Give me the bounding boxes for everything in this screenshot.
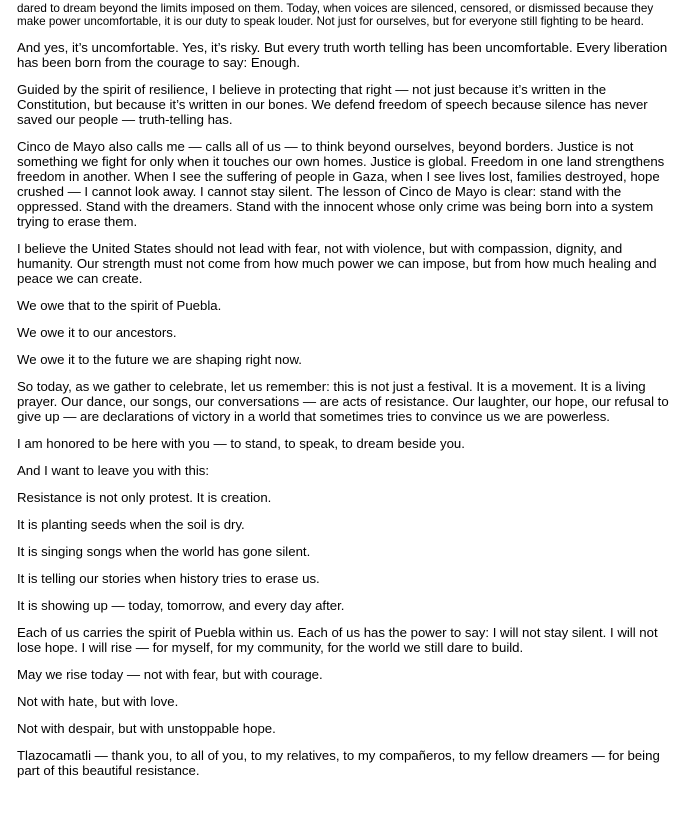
paragraph: Guided by the spirit of resilience, I believe in protecting that right — not just because it’s written in the Constitution, but because it’s written in our bones. We defend freedom of speech because silence has never saved our people — truth-telling has. [17, 81, 648, 127]
paragraph: So today, as we gather to celebrate, let us remember: this is not just a festival. It is a movement. It is a living prayer. Our dance, our songs, our conversations — are acts of resistance. Our laughter, our hope, our refusal to give up — are declarations of victory in a world that sometimes tries to convince us we are powerless. [17, 378, 669, 424]
paragraph: It is showing up — today, tomorrow, and every day after. [17, 597, 345, 613]
paragraph: Resistance is not only protest. It is creation. [17, 489, 272, 505]
paragraph: Tlazocamatli — thank you, to all of you, to my relatives, to my compañeros, to my fellow dreamers — for being part of this beautiful resistance. [17, 747, 660, 778]
paragraph: We owe it to our ancestors. [17, 324, 177, 340]
paragraph: Not with hate, but with love. [17, 693, 179, 709]
paragraph: Not with despair, but with unstoppable hope. [17, 720, 276, 736]
paragraph: And yes, it’s uncomfortable. Yes, it’s risky. But every truth worth telling has been uncomfortable. Every liberation has been born from the courage to say: Enough. [17, 39, 668, 70]
paragraph: May we rise today — not with fear, but with courage. [17, 666, 323, 682]
paragraph: Cinco de Mayo also calls me — calls all of us — to think beyond ourselves, beyond borders. Justice is not something we fight for only when it touches our own homes. Justice is global. Freedom in one land strengthens freedom in another. When I see the suffering of people in Gaza, when I see lives lost, families destroyed, hope crushed — I cannot look away. I cannot stay silent. The lesson of Cinco de Mayo is clear: stand with the oppressed. Stand with the dreamers. Stand with the innocent whose only crime was being born into a system trying to erase them. [17, 138, 665, 229]
paragraph: It is planting seeds when the soil is dry. [17, 516, 245, 532]
paragraph: It is singing songs when the world has gone silent. [17, 543, 311, 559]
lead-paragraph: dared to dream beyond the limits imposed on them. Today, when voices are silenced, censored, or dismissed because they make power uncomfortable, it is our duty to speak louder. Not just for ourselves, but for everyone still fighting to be heard. [17, 2, 654, 29]
paragraph: And I want to leave you with this: [17, 462, 210, 478]
paragraph: We owe it to the future we are shaping right now. [17, 351, 302, 367]
document-body [0, 2, 688, 778]
paragraph: It is telling our stories when history tries to erase us. [17, 570, 320, 586]
paragraph: We owe that to the spirit of Puebla. [17, 297, 222, 313]
paragraph: I believe the United States should not lead with fear, not with violence, but with compassion, dignity, and humanity. Our strength must not come from how much power we can impose, but from how much healing and peace we can create. [17, 240, 657, 286]
paragraph: I am honored to be here with you — to stand, to speak, to dream beside you. [17, 435, 465, 451]
paragraph: Each of us carries the spirit of Puebla within us. Each of us has the power to say: I will not stay silent. I will not lose hope. I will rise — for myself, for my community, for the world we still dare to build. [17, 624, 658, 655]
